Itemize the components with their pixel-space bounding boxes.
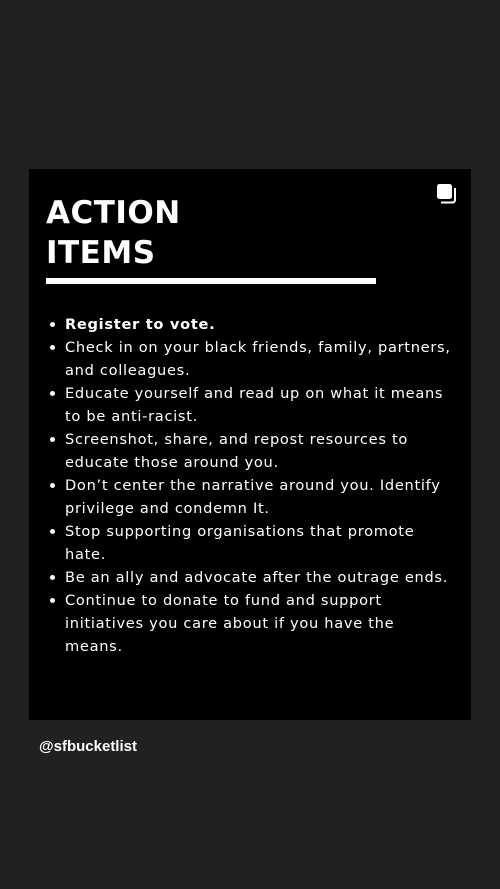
- post-title: [46, 193, 181, 273]
- list-item: Continue to donate to fund and support initiatives you care about if you have the means.: [45, 589, 455, 658]
- list-item: Don’t center the narrative around you. Identify privilege and condemn It.: [45, 474, 455, 520]
- title-divider: [46, 278, 376, 284]
- title-line-2: ITEMS: [46, 235, 156, 271]
- story-card[interactable]: [29, 169, 471, 720]
- list-item: Educate yourself and read up on what it means to be anti-racist.: [45, 382, 455, 428]
- account-handle[interactable]: @sfbucketlist: [39, 738, 137, 755]
- list-item: Check in on your black friends, family, partners, and colleagues.: [45, 336, 455, 382]
- list-item: Screenshot, share, and repost resources to educate those around you.: [45, 428, 455, 474]
- list-item: Stop supporting organisations that promote hate.: [45, 520, 455, 566]
- multiple-photos-icon[interactable]: [436, 183, 458, 205]
- title-line-1: ACTION: [46, 195, 181, 231]
- action-items-list: [45, 313, 455, 658]
- list-item: Register to vote.: [45, 313, 455, 336]
- list-item: Be an ally and advocate after the outrage ends.: [45, 566, 455, 589]
